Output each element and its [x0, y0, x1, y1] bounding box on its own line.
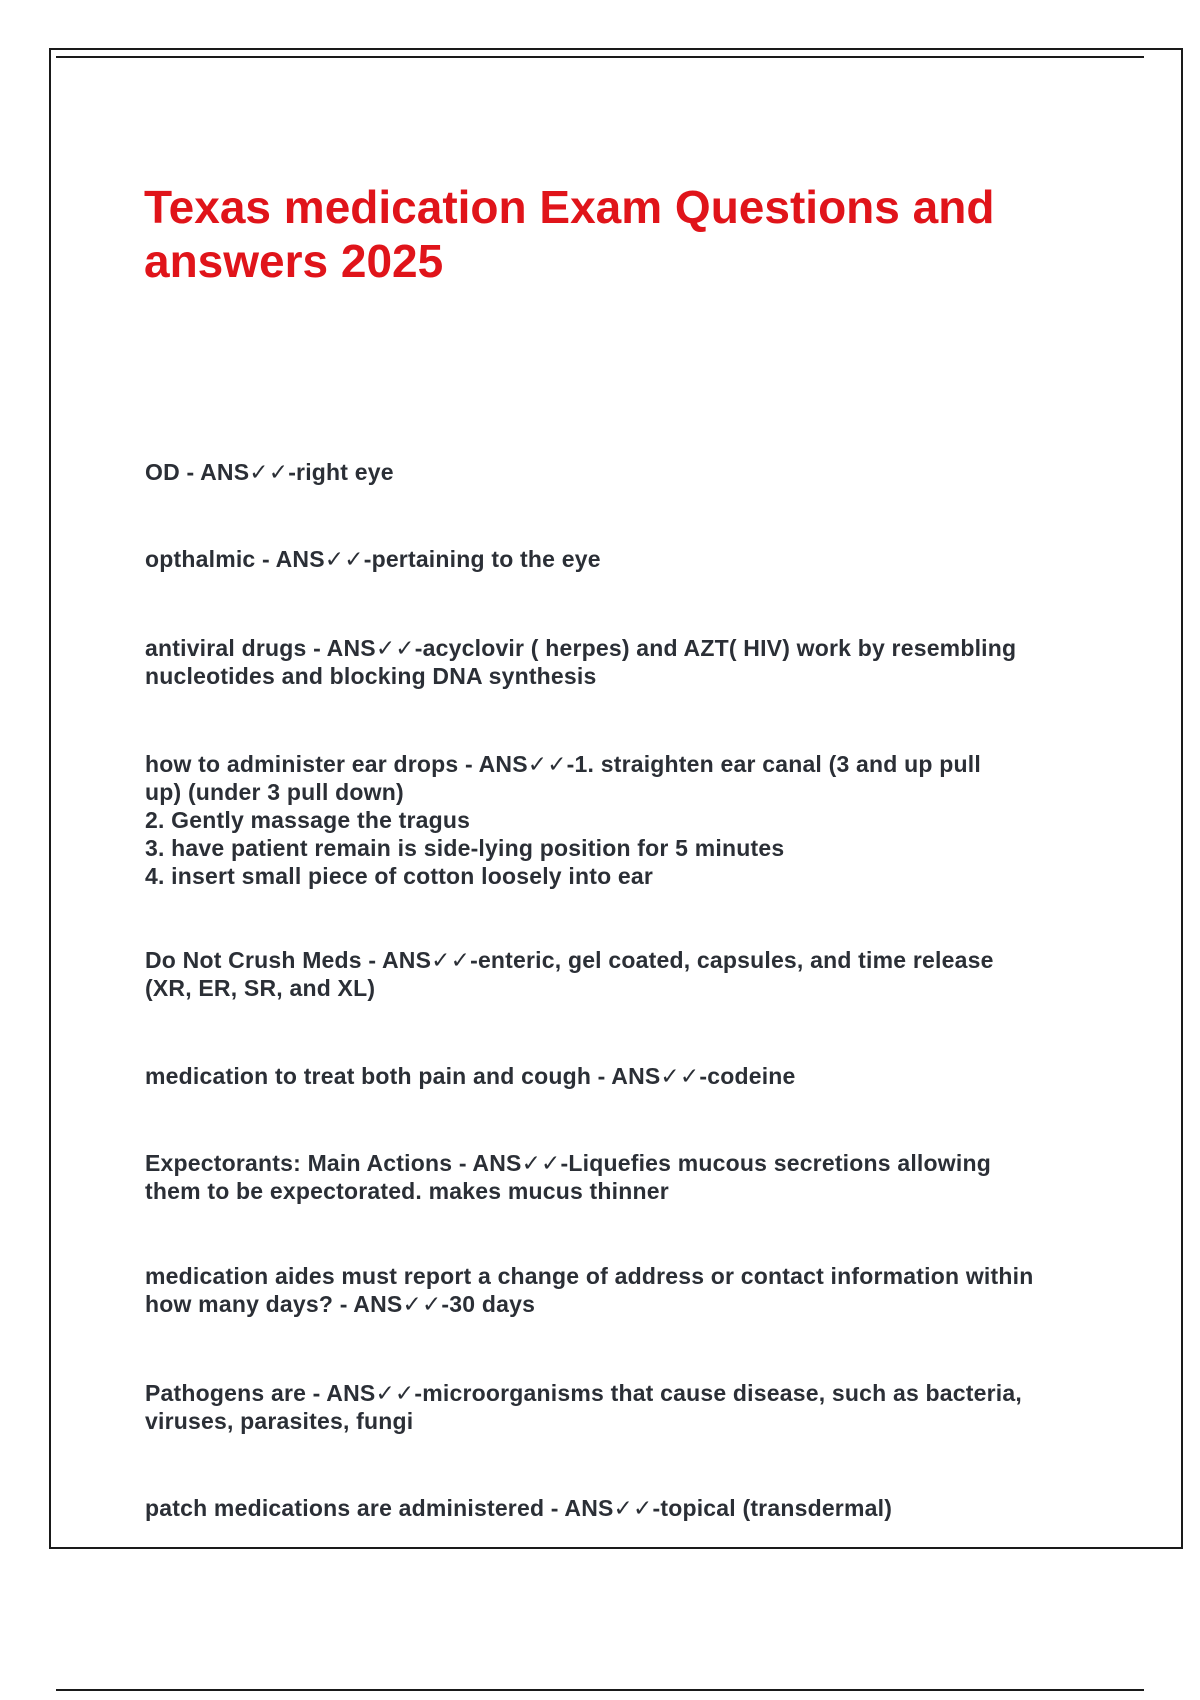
document-title: Texas medication Exam Questions and answers 2025: [144, 181, 995, 287]
bottom-rule: [56, 1689, 1144, 1691]
qa-item: Do Not Crush Meds - ANS✓✓-enteric, gel coated, capsules, and time release (XR, ER, SR, and XL): [145, 947, 994, 1001]
qa-item: OD - ANS✓✓-right eye: [145, 459, 394, 485]
qa-item: medication to treat both pain and cough - ANS✓✓-codeine: [145, 1063, 796, 1089]
qa-item: patch medications are administered - ANS✓✓-topical (transdermal): [145, 1495, 893, 1521]
qa-item: how to administer ear drops - ANS✓✓-1. straighten ear canal (3 and up pull up) (under 3 pull down) 2. Gently massage the tragus 3. have patient remain is side-lying position for 5 minutes 4. insert small piece of cotton loosely into ear: [145, 751, 981, 889]
qa-item: Pathogens are - ANS✓✓-microorganisms that cause disease, such as bacteria, viruses, parasites, fungi: [145, 1380, 1022, 1434]
qa-item: Expectorants: Main Actions - ANS✓✓-Liquefies mucous secretions allowing them to be expectorated. makes mucus thinner: [145, 1150, 991, 1204]
qa-item: medication aides must report a change of address or contact information within how many days? - ANS✓✓-30 days: [145, 1263, 1034, 1317]
qa-item: opthalmic - ANS✓✓-pertaining to the eye: [145, 546, 601, 572]
qa-item: antiviral drugs - ANS✓✓-acyclovir ( herpes) and AZT( HIV) work by resembling nucleotides and blocking DNA synthesis: [145, 635, 1017, 689]
